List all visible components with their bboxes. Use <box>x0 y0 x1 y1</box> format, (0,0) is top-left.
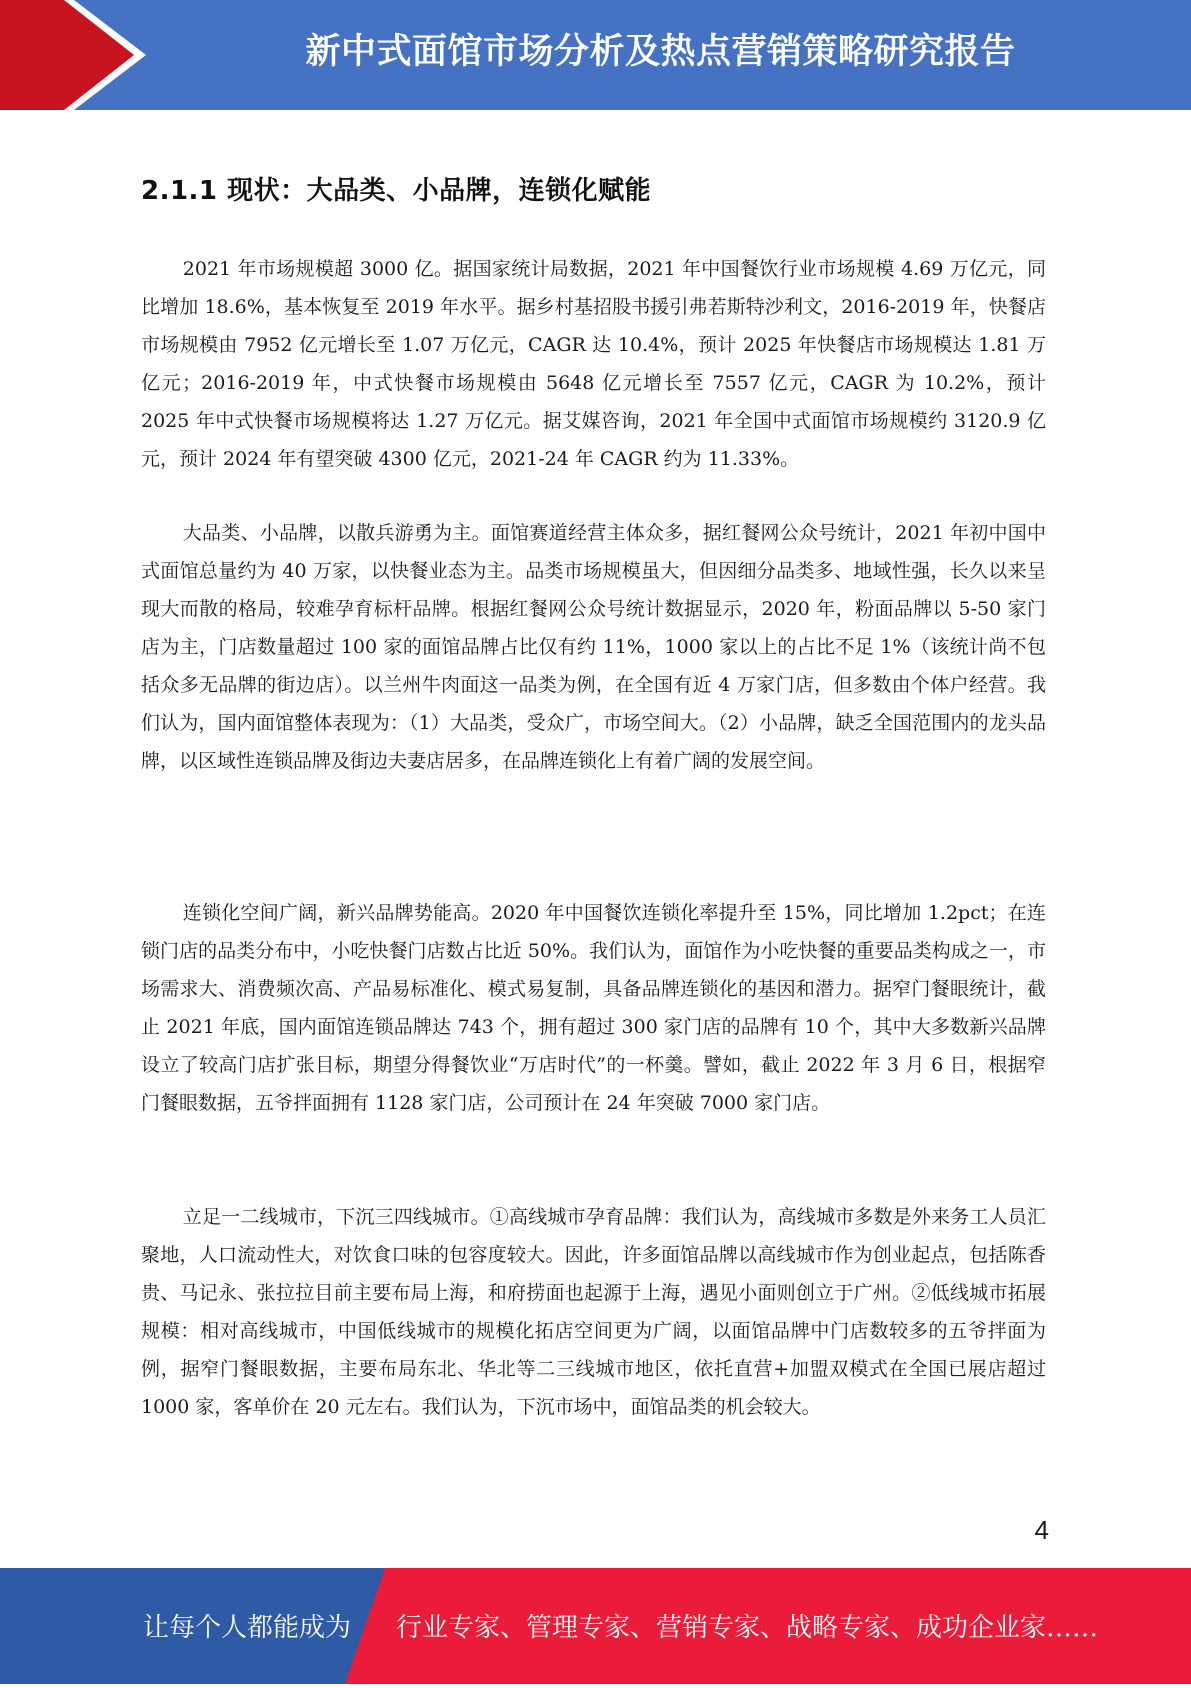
paragraph-brand-structure: 大品类、小品牌，以散兵游勇为主。面馆赛道经营主体众多，据红餐网公众号统计，2021 年初中国中式面馆总量约为 40 万家，以快餐业态为主。品类市场规模虽大，但因细分品类多、地域性强，长久以来呈现大而散的格局，较难孕育标杆品牌。根据红餐网公众号统计数据显示，2020 年，粉面品牌以 5-50 家门店为主，门店数量超过 100 家的面馆品牌占比仅有约 11%，1000 家以上的占比不足 1%（该统计尚不包括众多无品牌的街边店）。以兰州牛肉面这一品类为例，在全国有近 4 万家门店，但多数由个体户经营。我们认为，国内面馆整体表现为：（1）大品类，受众广，市场空间大。（2）小品牌，缺乏全国范围内的龙头品牌，以区域性连锁品牌及街边夫妻店居多，在品牌连锁化上有着广阔的发展空间。 <box>141 522 1046 772</box>
footer-slogan-left: 让每个人都能成为 <box>143 1613 352 1643</box>
page-number: 4 <box>1034 1515 1049 1545</box>
paragraph-city-tiers: 立足一二线城市，下沉三四线城市。①高线城市孕育品牌：我们认为，高线城市多数是外来务工人员汇聚地，人口流动性大，对饮食口味的包容度较大。因此，许多面馆品牌以高线城市作为创业起点，包括陈香贵、马记永、张拉拉目前主要布局上海，和府捞面也起源于上海，遇见小面则创立于广州。②低线城市拓展规模：相对高线城市，中国低线城市的规模化拓店空间更为广阔，以面馆品牌中门店数较多的五爷拌面为例，据窄门餐眼数据，主要布局东北、华北等二三线城市地区，依托直营+加盟双模式在全国已展店超过 1000 家，客单价在 20 元左右。我们认为，下沉市场中，面馆品类的机会较大。 <box>141 1206 1046 1418</box>
paragraph-chain-expansion: 连锁化空间广阔，新兴品牌势能高。2020 年中国餐饮连锁化率提升至 15%，同比增加 1.2pct；在连锁门店的品类分布中，小吃快餐门店数占比近 50%。我们认为，面馆作为小吃快餐的重要品类构成之一，市场需求大、消费频次高、产品易标准化、模式易复制，具备品牌连锁化的基因和潜力。据窄门餐眼统计，截止 2021 年底，国内面馆连锁品牌达 743 个，拥有超过 300 家门店的品牌有 10 个，其中大多数新兴品牌设立了较高门店扩张目标，期望分得餐饮业“万店时代”的一杯羹。譬如，截止 2022 年 3 月 6 日，根据窄门餐眼数据，五爷拌面拥有 1128 家门店，公司预计在 24 年突破 7000 家门店。 <box>141 902 1046 1114</box>
paragraph-market-size: 2021 年市场规模超 3000 亿。据国家统计局数据，2021 年中国餐饮行业市场规模 4.69 万亿元，同比增加 18.6%，基本恢复至 2019 年水平。据乡村基招股书援引弗若斯特沙利文，2016-2019 年，快餐店市场规模由 7952 亿元增长至 1.07 万亿元，CAGR 达 10.4%，预计 2025 年快餐店市场规模达 1.81 万亿元；2016-2019 年，中式快餐市场规模由 5648 亿元增长至 7557 亿元，CAGR 为 10.2%，预计 2025 年中式快餐市场规模将达 1.27 万亿元。据艾媒咨询，2021 年全国中式面馆市场规模约 3120.9 亿元，预计 2024 年有望突破 4300 亿元，2021-24 年 CAGR 约为 11.33%。 <box>141 258 1046 470</box>
header-banner <box>0 0 1191 110</box>
document-title: 新中式面馆市场分析及热点营销策略研究报告 <box>305 32 1016 72</box>
section-heading: 2.1.1 现状：大品类、小品牌，连锁化赋能 <box>141 176 652 206</box>
footer-banner <box>0 1568 1191 1684</box>
header-arrow-icon <box>0 0 160 110</box>
footer-slogan-right: 行业专家、管理专家、营销专家、战略专家、成功企业家…… <box>396 1613 1099 1643</box>
